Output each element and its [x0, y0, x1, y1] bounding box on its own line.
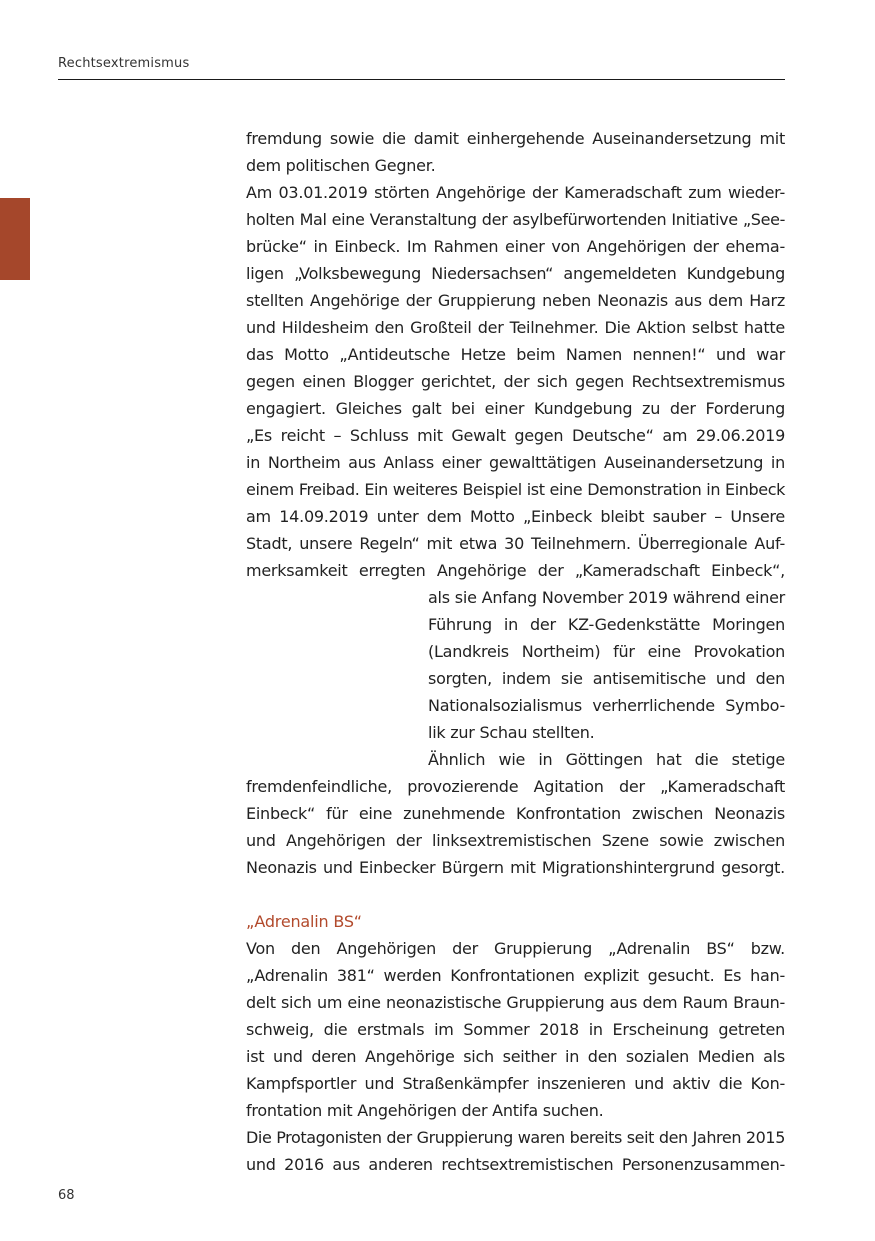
body-line: und Angehörigen der linksextremistischen Szene sowie zwischen: [246, 831, 785, 850]
section-line: und 2016 aus anderen rechtsextremistischen Personenzusammen-: [246, 1155, 785, 1174]
running-header: Rechtsextremismus: [58, 56, 190, 71]
body-line: in Northeim aus Anlass einer gewalttätigen Auseinandersetzung in: [246, 453, 785, 472]
body-line: am 14.09.2019 unter dem Motto „Einbeck bleibt sauber – Unsere: [246, 507, 785, 526]
body-line: fremdenfeindliche, provozierende Agitation der „Kameradschaft: [246, 777, 785, 796]
section-line: ist und deren Angehörige sich seither in den sozialen Medien als: [246, 1047, 785, 1066]
section-line: „Adrenalin 381“ werden Konfrontationen explizit gesucht. Es han-: [246, 966, 785, 985]
body-line: Führung in der KZ-Gedenkstätte Moringen: [428, 615, 785, 634]
body-line: Einbeck“ für eine zunehmende Konfrontation zwischen Neonazis: [246, 804, 785, 823]
header-rule: [58, 79, 785, 80]
body-line: merksamkeit erregten Angehörige der „Kameradschaft Einbeck“,: [246, 561, 785, 580]
body-line: (Landkreis Northeim) für eine Provokation: [428, 642, 785, 661]
section-line: frontation mit Angehörigen der Antifa suchen.: [246, 1101, 604, 1120]
section-heading: „Adrenalin BS“: [246, 912, 362, 931]
section-line: schweig, die erstmals im Sommer 2018 in Erscheinung getreten: [246, 1020, 785, 1039]
body-line: einem Freibad. Ein weiteres Beispiel ist eine Demonstration in Einbeck: [246, 480, 785, 499]
body-line: stellten Angehörige der Gruppierung neben Neonazis aus dem Harz: [246, 291, 785, 310]
body-line: sorgten, indem sie antisemitische und den: [428, 669, 785, 688]
section-line: Die Protagonisten der Gruppierung waren bereits seit den Jahren 2015: [246, 1128, 785, 1147]
body-line: lik zur Schau stellten.: [428, 723, 595, 742]
page-number: 68: [58, 1188, 75, 1203]
section-line: delt sich um eine neonazistische Gruppierung aus dem Raum Braun-: [246, 993, 785, 1012]
body-line: Am 03.01.2019 störten Angehörige der Kameradschaft zum wieder-: [246, 183, 785, 202]
body-line: Nationalsozialismus verherrlichende Symbo-: [428, 696, 785, 715]
body-line: brücke“ in Einbeck. Im Rahmen einer von Angehörigen der ehema-: [246, 237, 785, 256]
body-line: fremdung sowie die damit einhergehende Auseinandersetzung mit: [246, 129, 785, 148]
body-line: und Hildesheim den Großteil der Teilnehmer. Die Aktion selbst hatte: [246, 318, 785, 337]
body-line: Stadt, unsere Regeln“ mit etwa 30 Teilnehmern. Überregionale Auf-: [246, 534, 785, 553]
body-line: „Es reicht – Schluss mit Gewalt gegen Deutsche“ am 29.06.2019: [246, 426, 785, 445]
body-line: Ähnlich wie in Göttingen hat die stetige: [428, 750, 785, 769]
body-line: ligen „Volksbewegung Niedersachsen“ angemeldeten Kundgebung: [246, 264, 785, 283]
body-line: holten Mal eine Veranstaltung der asylbefürwortenden Initiative „See-: [246, 210, 785, 229]
body-line: als sie Anfang November 2019 während einer: [428, 588, 785, 607]
body-line: Neonazis und Einbecker Bürgern mit Migrationshintergrund gesorgt.: [246, 858, 785, 877]
section-line: Kampfsportler und Straßenkämpfer inszenieren und aktiv die Kon-: [246, 1074, 785, 1093]
body-line: gegen einen Blogger gerichtet, der sich gegen Rechtsextremismus: [246, 372, 785, 391]
section-line: Von den Angehörigen der Gruppierung „Adrenalin BS“ bzw.: [246, 939, 785, 958]
chapter-tab-marker: [0, 198, 30, 280]
body-line: dem politischen Gegner.: [246, 156, 436, 175]
body-line: das Motto „Antideutsche Hetze beim Namen nennen!“ und war: [246, 345, 785, 364]
body-line: engagiert. Gleiches galt bei einer Kundgebung zu der Forderung: [246, 399, 785, 418]
